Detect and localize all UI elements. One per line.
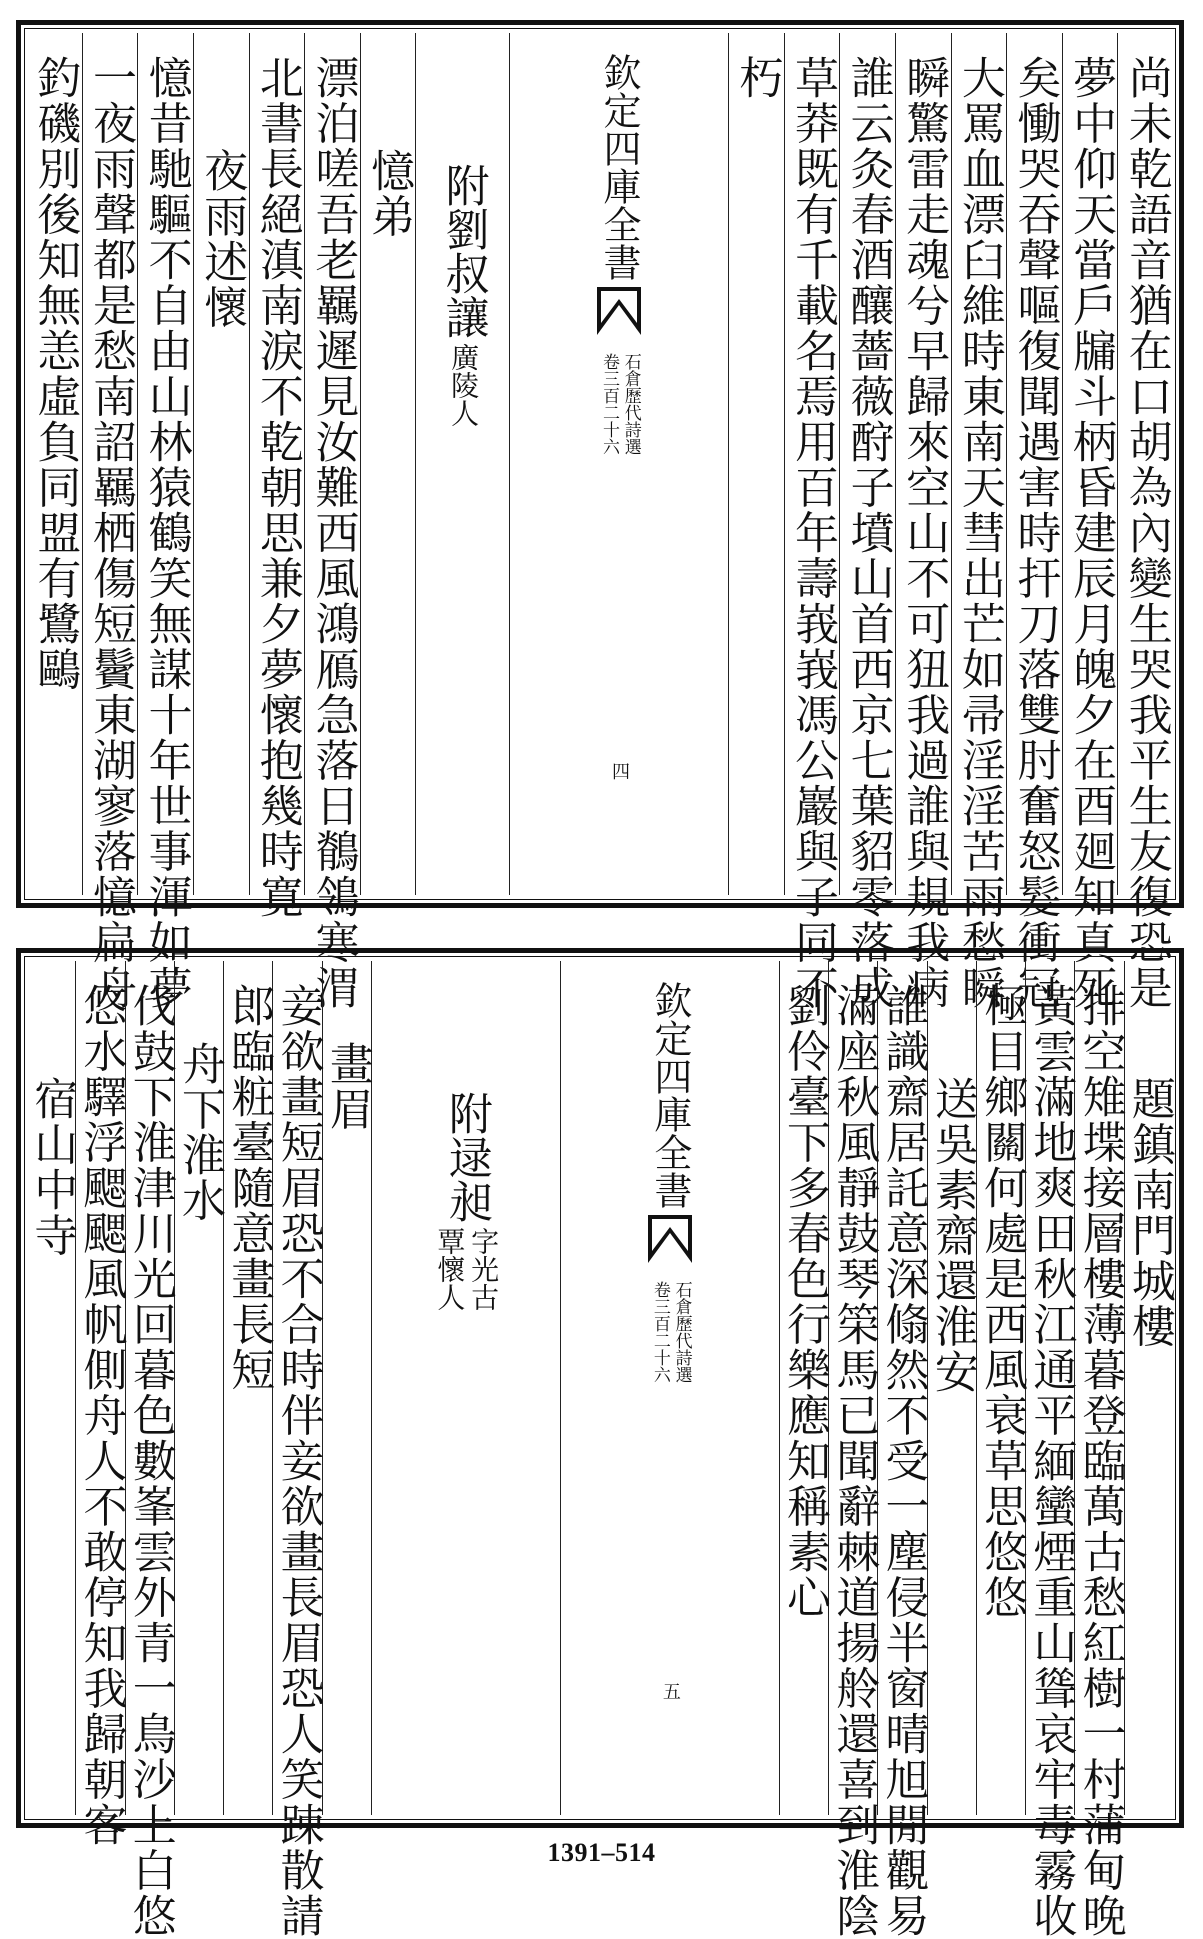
text-column [728, 33, 784, 895]
poet-name: 附逯昶 [440, 1091, 492, 1223]
text-column [1074, 961, 1126, 1939]
text-column [360, 33, 416, 895]
poem-title: 憶弟 [363, 148, 415, 239]
text-column [1062, 33, 1118, 1011]
verse-line: 北書長絕滇南淚不乾朝思兼夕夢懷抱幾時寛 [251, 55, 303, 920]
poem-title: 舟下淮水 [174, 1041, 226, 1223]
verse-line: 誰識齋居託意深翛然不受一塵侵半窗晴旭閒觀易 [877, 983, 929, 1939]
text-column [784, 33, 840, 1011]
text-column [951, 33, 1007, 1011]
fishtail-mark-icon [597, 287, 641, 335]
page-reference-footer: 1391–514 [547, 1838, 656, 1867]
verse-line: 極目鄉關何處是西風衰草思悠悠 [976, 983, 1028, 1620]
verse-line: 誰云灸春酒釀薔薇酧子墳山首西京七葉貂零落成 [842, 55, 894, 1011]
verse-line: 妾欲畫短眉恐不合時伴妾欲畫長眉恐人笑踈散請 [272, 983, 324, 1939]
verse-line: 郎臨粧臺隨意畫長短 [223, 983, 275, 1393]
text-column [1124, 961, 1173, 1815]
verse-line: 草莽既有千載名焉用百年壽峩峩馮公巖與子同不 [786, 55, 838, 1011]
leaf-number: 四 [608, 762, 630, 780]
text-column [828, 961, 880, 1939]
poem-title: 畫眉 [321, 1041, 373, 1132]
poet-note [447, 343, 481, 427]
text-column [75, 961, 127, 1848]
text-column [124, 961, 176, 1939]
center-banner [510, 33, 728, 895]
text-column [895, 33, 951, 1011]
text-column [272, 961, 324, 1939]
verse-line: 矣慟哭吞聲嘔復聞遇害時扞刀落雙肘奮怒髮衝冠 [1009, 55, 1061, 1011]
verse-line: 滿座秋風靜鼓琴筞馬已聞辭棘道揚舲還喜到淮陰 [828, 983, 880, 1939]
verse-line: 黃雲滿地爽田秋江通平緬蠻煙重山聳哀牢毒霧收 [1025, 983, 1077, 1939]
verse-line: 漂泊嗟吾老羈遲見汝難西風鴻鴈急落日鶺鴒寒渭 [307, 55, 359, 1011]
poem-title: 夜雨述懷 [196, 148, 248, 330]
fishtail-mark-icon [648, 1215, 692, 1263]
verse-line: 劉伶臺下多春色行樂應知稱素心 [779, 983, 830, 1620]
text-column [976, 961, 1028, 1815]
poem-title: 宿山中寺 [26, 1076, 78, 1258]
poet-origin: 覃懷人 [433, 1227, 467, 1311]
text-column [779, 961, 828, 1815]
center-banner-column [509, 33, 728, 895]
verse-line: 夢中仰天當戶牖斗柄昏建辰月魄夕在酉廻知真死 [1065, 55, 1117, 1011]
text-column [223, 961, 275, 1815]
text-column [174, 961, 226, 1815]
verse-line: 伐鼓下淮津川光回暮色數峯雲外青一鳥沙上白悠 [124, 983, 176, 1939]
verse-line: 朽 [731, 55, 783, 101]
poem-title: 題鎮南門城樓 [1123, 1076, 1175, 1349]
volume-number: 卷三百二十六 [649, 1281, 670, 1383]
attribution-column [371, 961, 560, 1815]
text-column [927, 961, 976, 1815]
leaf-number: 五 [659, 1682, 681, 1700]
poem-title: 送吳素齋還淮安 [926, 1076, 978, 1395]
text-column [249, 33, 305, 920]
verse-line: 排空雉堞接層樓薄暮登臨萬古愁紅樹一村蒲甸晚 [1074, 983, 1126, 1939]
poet-courtesy-name: 字光古 [467, 1227, 501, 1311]
verse-line: 瞬驚雷走魂兮早歸來空山不可狃我過誰與規我病 [898, 55, 950, 1011]
center-banner [561, 961, 779, 1815]
text-column [27, 33, 82, 895]
text-column [193, 33, 249, 895]
verse-line: 大罵血漂臼維時東南天彗出芒如帚淫淫苦雨愁瞬 [953, 55, 1005, 1011]
text-column [304, 33, 360, 1011]
anthology-name: 石倉歷代詩選 [671, 1281, 692, 1383]
verse-line: 尚未乾語音猶在口胡為內變生哭我平生友復恐是 [1120, 55, 1172, 1011]
verse-line: 一夜雨聲都是愁南詔羈栖傷短鬢東湖寥落憶扁舟 [85, 55, 137, 1011]
verse-line: 憶昔馳驅不自由山林猿鶴笑無謀十年世事渾如夢 [140, 55, 192, 1011]
verse-line: 悠水驛浮颸颸風帆側舟人不敢停知我歸朝客 [75, 983, 127, 1848]
poet-attribution [372, 961, 560, 1815]
attribution-column [415, 33, 508, 895]
volume-number: 卷三百二十六 [598, 353, 619, 455]
volume-info [599, 353, 639, 455]
top-page-frame [16, 20, 1184, 1011]
text-column [137, 33, 193, 1011]
text-column [26, 961, 78, 1815]
text-column [1025, 961, 1077, 1939]
text-column [839, 33, 895, 1011]
poet-origin: 廣陵人 [447, 343, 481, 427]
text-column [1117, 33, 1173, 1011]
center-banner-column [560, 961, 779, 1815]
poet-note [434, 1227, 499, 1311]
collection-title: 欽定四庫全書 [647, 981, 692, 1209]
collection-title: 欽定四庫全書 [596, 53, 641, 281]
poet-name: 附劉叔讓 [437, 163, 489, 339]
volume-info [650, 1281, 690, 1383]
anthology-name: 石倉歷代詩選 [620, 353, 641, 455]
text-column [877, 961, 929, 1939]
text-column [82, 33, 138, 1011]
verse-line: 釣磯別後知無恙虛負同盟有鷺鷗 [29, 55, 81, 692]
poet-attribution [416, 33, 508, 895]
top-page-columns [27, 33, 1173, 1011]
text-column [322, 961, 371, 1815]
text-column [1006, 33, 1062, 1011]
